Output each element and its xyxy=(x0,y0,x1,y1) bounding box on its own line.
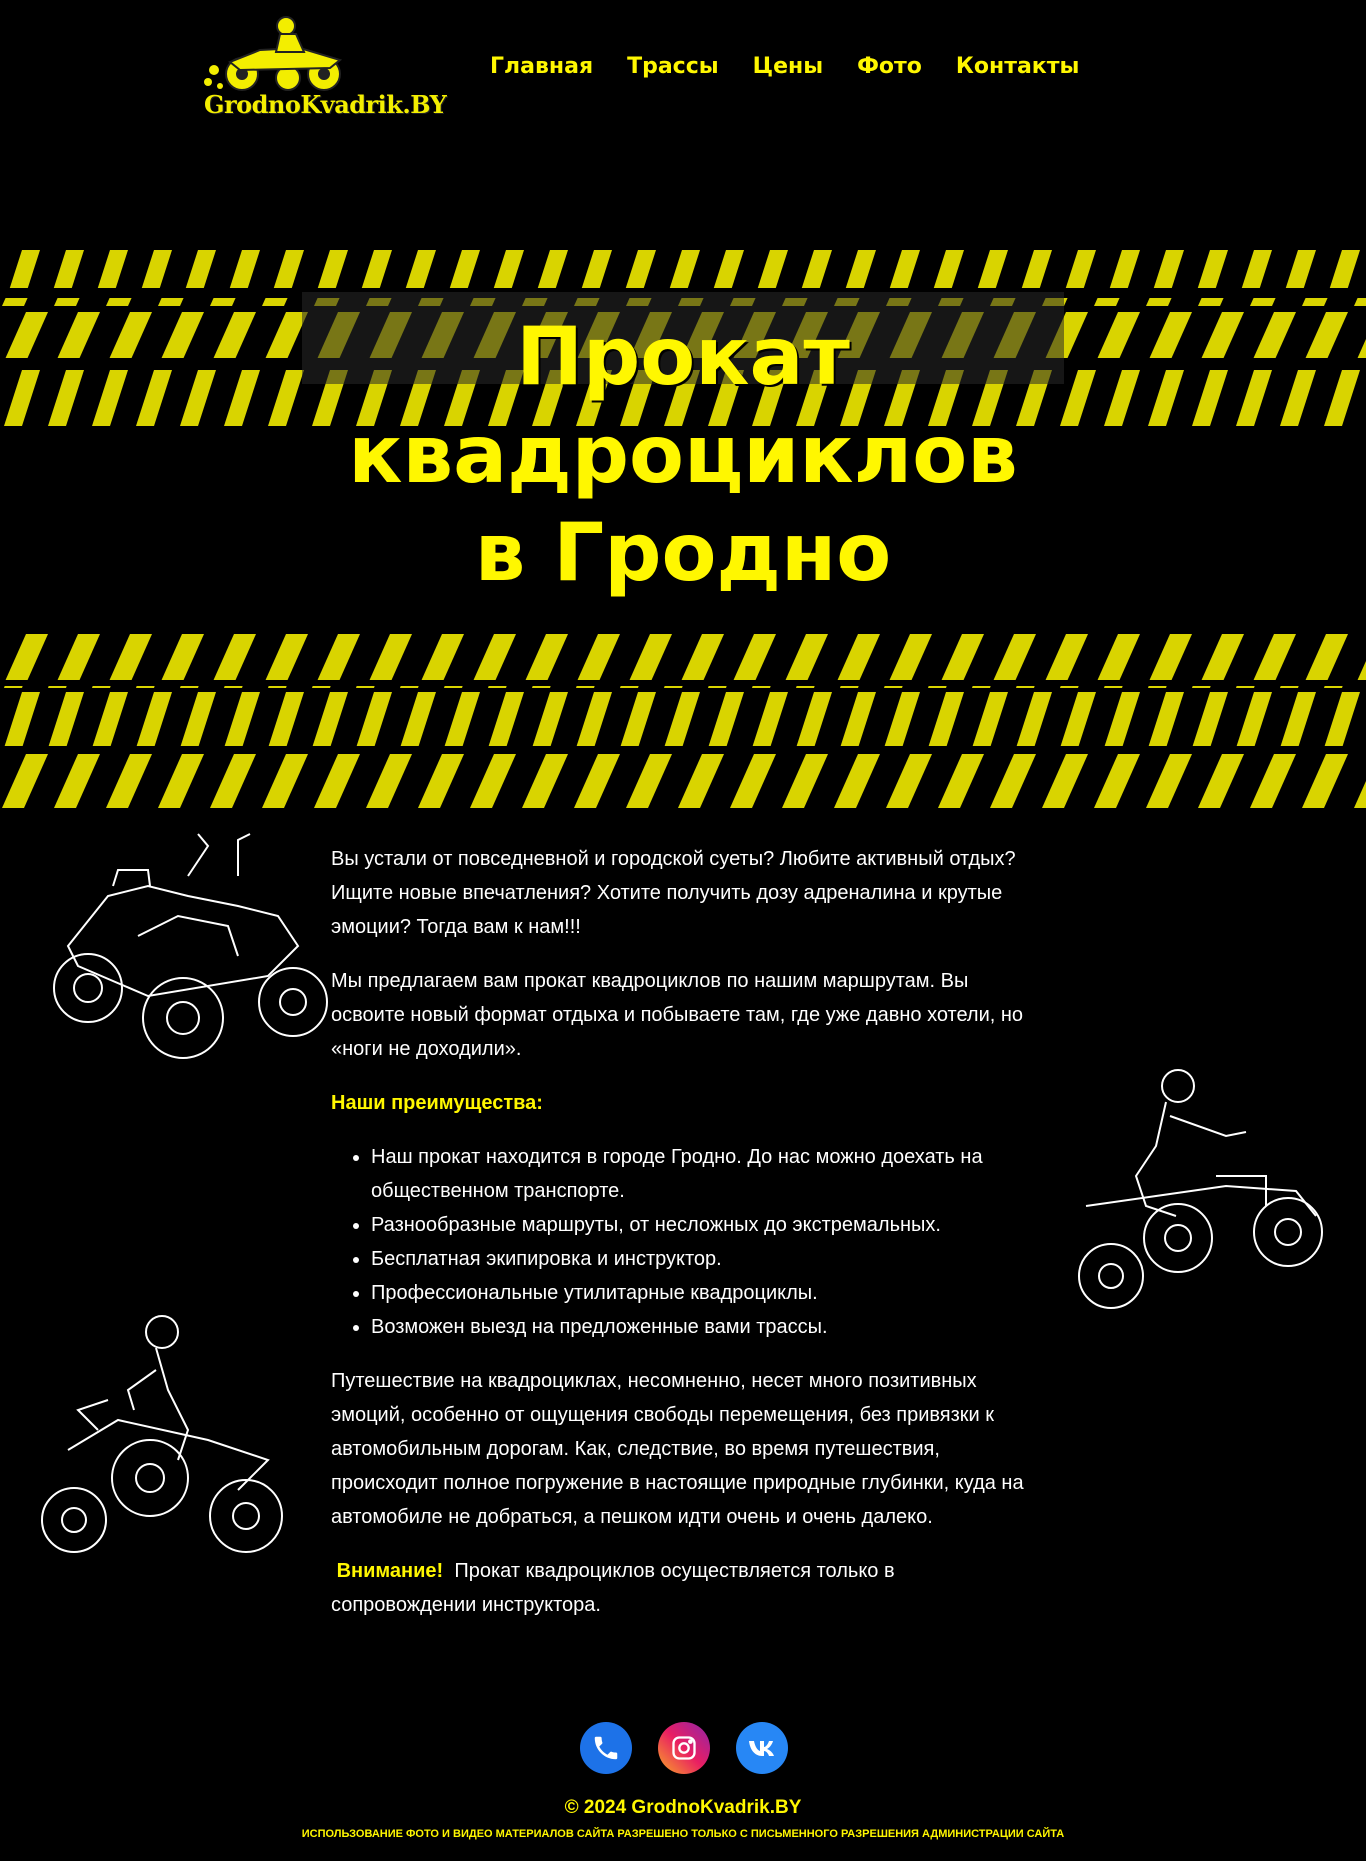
list-item: • Разнообразные маршруты, от несложных до экстремальных. xyxy=(371,1208,1037,1242)
nav-item-tracks[interactable]: Трассы xyxy=(627,54,719,79)
copyright: © 2024 GrodnoKvadrik.BY xyxy=(564,1797,802,1818)
logo-text: GrodnoKvadrik.BY xyxy=(204,90,447,119)
logo-link[interactable] xyxy=(200,12,447,124)
instagram-button[interactable] xyxy=(658,1722,710,1774)
advantages-list xyxy=(331,1140,1037,1344)
phone-button[interactable] xyxy=(580,1722,632,1774)
nav-item-photo[interactable]: Фото xyxy=(857,54,922,79)
phone-icon xyxy=(591,1733,621,1763)
list-item: • Наш прокат находится в городе Гродно. До нас можно доехать на общественном транспорте. xyxy=(371,1140,1037,1208)
site-header xyxy=(0,0,1366,140)
advantages-heading: Наши преимущества: xyxy=(331,1092,543,1114)
hero-title-line2: квадроциклов xyxy=(348,408,1018,501)
hero-title-line3: в Гродно xyxy=(474,506,892,599)
attention-paragraph xyxy=(331,1554,1037,1622)
hero-title xyxy=(230,308,1136,602)
main-content xyxy=(331,842,1037,1642)
attention-text: Прокат квадроциклов осуществляется только в сопровождении инструктора. xyxy=(331,1560,895,1616)
atv-logo-icon xyxy=(200,12,360,102)
list-item: • Профессиональные утилитарные квадроциклы. xyxy=(371,1276,1037,1310)
vk-icon xyxy=(747,1738,777,1758)
offer-paragraph: Мы предлагаем вам прокат квадроциклов по нашим маршрутам. Вы освоите новый формат отдыха и побываете там, где уже давно хотели, но «ноги не доходили». xyxy=(331,970,1024,1060)
copyright-notice: ИСПОЛЬЗОВАНИЕ ФОТО И ВИДЕО МАТЕРИАЛОВ САЙТА РАЗРЕШЕНО ТОЛЬКО С ПИСЬМЕННОГО РАЗРЕШЕНИЯ АДМИНИСТРАЦИИ САЙТА xyxy=(301,1828,1065,1840)
attention-label: Внимание! xyxy=(336,1560,444,1582)
travel-paragraph: Путешествие на квадроциклах, несомненно, несет много позитивных эмоций, особенно от ощущения свободы перемещения, без привязки к автомобильным дорогам. Как, следствие, во время путешествия, происходит полное погружение в настоящие природные глубинки, куда на автомобиле не добраться, а пешком идти очень и очень далеко. xyxy=(331,1370,1024,1528)
nav-item-home[interactable]: Главная xyxy=(490,54,594,79)
atv-drawing-icon xyxy=(38,1310,288,1566)
atv-drawing-icon xyxy=(38,826,338,1072)
nav-item-contacts[interactable]: Контакты xyxy=(955,54,1080,79)
tire-track-bottom xyxy=(0,630,1366,814)
nav-item-prices[interactable]: Цены xyxy=(752,54,824,79)
hero-title-line1: Прокат xyxy=(516,310,850,403)
vk-button[interactable] xyxy=(736,1722,788,1774)
list-item: • Бесплатная экипировка и инструктор. xyxy=(371,1242,1037,1276)
atv-drawing-icon xyxy=(1066,1066,1330,1314)
list-item: • Возможен выезд на предложенные вами трассы. xyxy=(371,1310,1037,1344)
intro-paragraph: Вы устали от повседневной и городской суеты? Любите активный отдых? Ищите новые впечатления? Хотите получить дозу адреналина и крутые эмоции? Тогда вам к нам!!! xyxy=(331,848,1016,938)
main-nav xyxy=(490,54,1079,79)
instagram-icon xyxy=(670,1734,698,1762)
